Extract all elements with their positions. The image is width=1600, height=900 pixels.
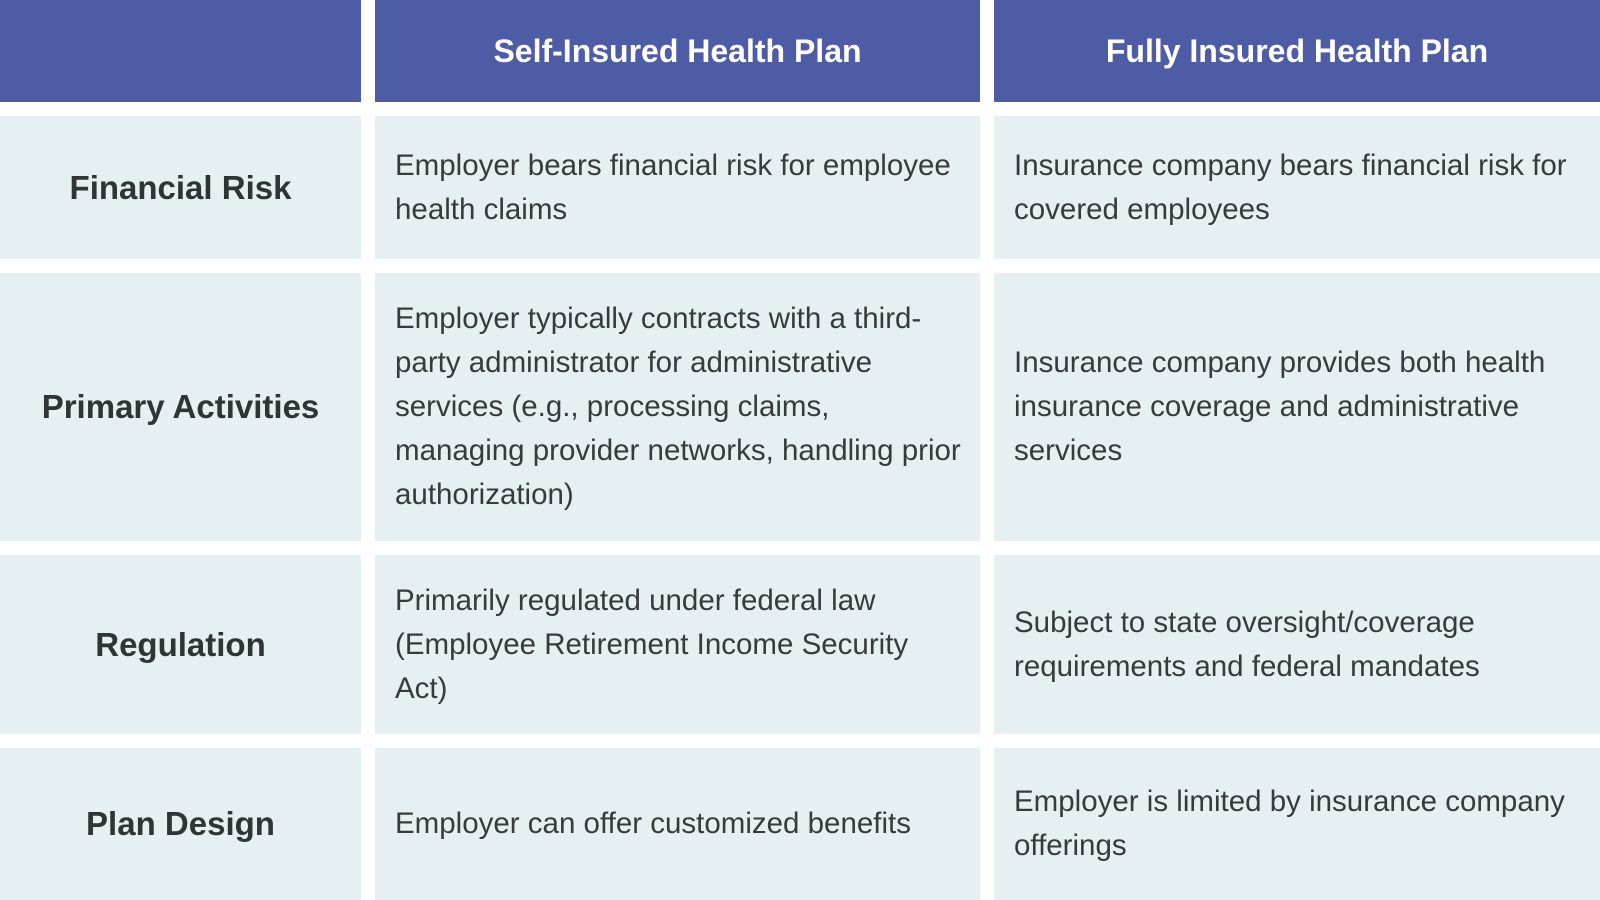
cell-fully-insured-primary-activities: Insurance company provides both health insurance coverage and administrative services: [994, 273, 1600, 541]
cell-fully-insured-plan-design: Employer is limited by insurance company offerings: [994, 748, 1600, 900]
cell-fully-insured-financial-risk: Insurance company bears financial risk for covered employees: [994, 116, 1600, 259]
header-fully-insured: Fully Insured Health Plan: [994, 0, 1600, 102]
cell-self-insured-regulation: Primarily regulated under federal law (Employee Retirement Income Security Act): [375, 555, 980, 734]
cell-self-insured-plan-design: Employer can offer customized benefits: [375, 748, 980, 900]
row-label-regulation: Regulation: [0, 555, 361, 734]
header-self-insured: Self-Insured Health Plan: [375, 0, 980, 102]
row-label-plan-design: Plan Design: [0, 748, 361, 900]
cell-fully-insured-regulation: Subject to state oversight/coverage requirements and federal mandates: [994, 555, 1600, 734]
cell-self-insured-primary-activities: Employer typically contracts with a third-party administrator for administrative services (e.g., processing claims, managing provider networks, handling prior authorization): [375, 273, 980, 541]
row-label-primary-activities: Primary Activities: [0, 273, 361, 541]
cell-self-insured-financial-risk: Employer bears financial risk for employee health claims: [375, 116, 980, 259]
row-label-financial-risk: Financial Risk: [0, 116, 361, 259]
header-corner-cell: [0, 0, 361, 102]
